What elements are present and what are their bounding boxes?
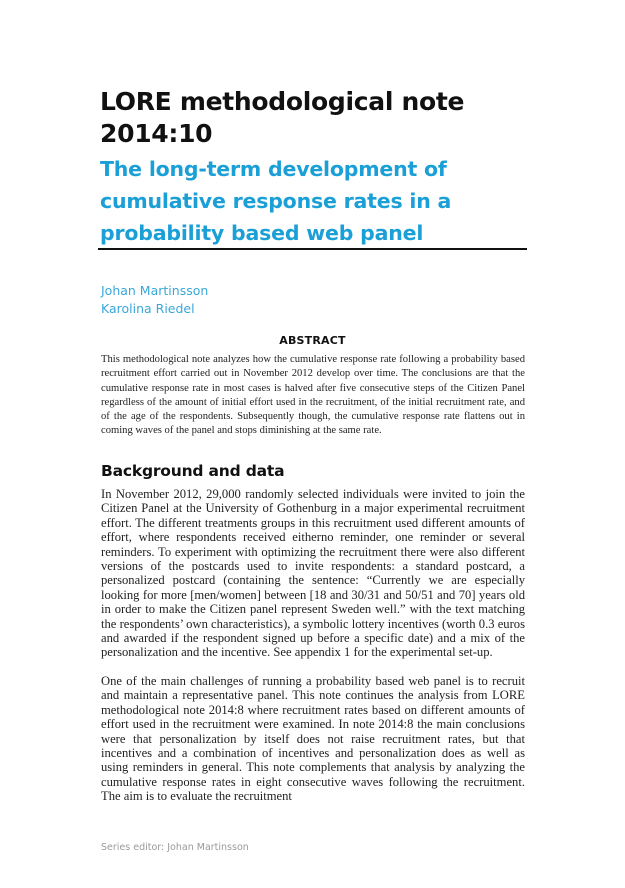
document-subtitle: The long-term development of cumulative response rates in a probability based web panel (100, 157, 452, 245)
title-divider (98, 248, 527, 250)
document-title: LORE methodological note 2014:10 (100, 87, 465, 148)
abstract-heading: ABSTRACT (279, 334, 346, 347)
section-heading: Background and data (101, 462, 285, 480)
author-name: Karolina Riedel (101, 301, 195, 316)
series-editor-footer: Series editor: Johan Martinsson (101, 842, 249, 853)
body-paragraph: One of the main challenges of running a probability based web panel is to recruit and maintain a representative panel. This note continues the analysis from LORE methodological note 2014:8 where recruitment rates based on different amounts of effort used in the recruitment were examined. In note 2014:8 the main conclusions were that personalization by itself does not raise recruitment rates, but that incentives and a combination of incentives and personalization does as well as using reminders in general. This note complements that analysis by analyzing the cumulative response rates in eight consecutive waves following the recruitment. The aim is to evaluate the recruitment (101, 674, 525, 804)
author-name: Johan Martinsson (101, 283, 209, 298)
abstract-text: This methodological note analyzes how the cumulative response rate following a probability based recruitment effort carried out in November 2012 develop over time. The conclusions are that the cumulative response rate in most cases is halved after five consecutive steps of the Citizen Panel regardless of the amount of initial effort used in the recruitment, of the initial recruitment rate, and of the age of the respondents. Subsequently though, the cumulative response rate flattens out in coming waves of the panel and stops diminishing at the same rate. (101, 354, 525, 437)
title-block (100, 86, 530, 249)
author-list (101, 282, 208, 318)
body-paragraph: In November 2012, 29,000 randomly selected individuals were invited to join the Citizen Panel at the University of Gothenburg in a major experimental recruitment effort. The different treatments groups in this recruitment used different amounts of effort, where respondents received eitherno reminder, one reminder or several reminders. To experiment with optimizing the recruitment there were also different versions of the postcards used to invite respondents: a standard postcard, a personalized postcard (containing the sentence: “Currently we are especially looking for more [men/women] between [18 and 30/31 and 50/51 and 70] years old in order to make the Citizen panel represent Sweden well.” with the text matching the respondents’ own characteristics), a symbolic lottery incentives (worth 0.3 euros and awarded if the respondent signed up before a specific date) and a mix of the personalization and the incentive. See appendix 1 for the experimental set-up. (101, 487, 525, 660)
